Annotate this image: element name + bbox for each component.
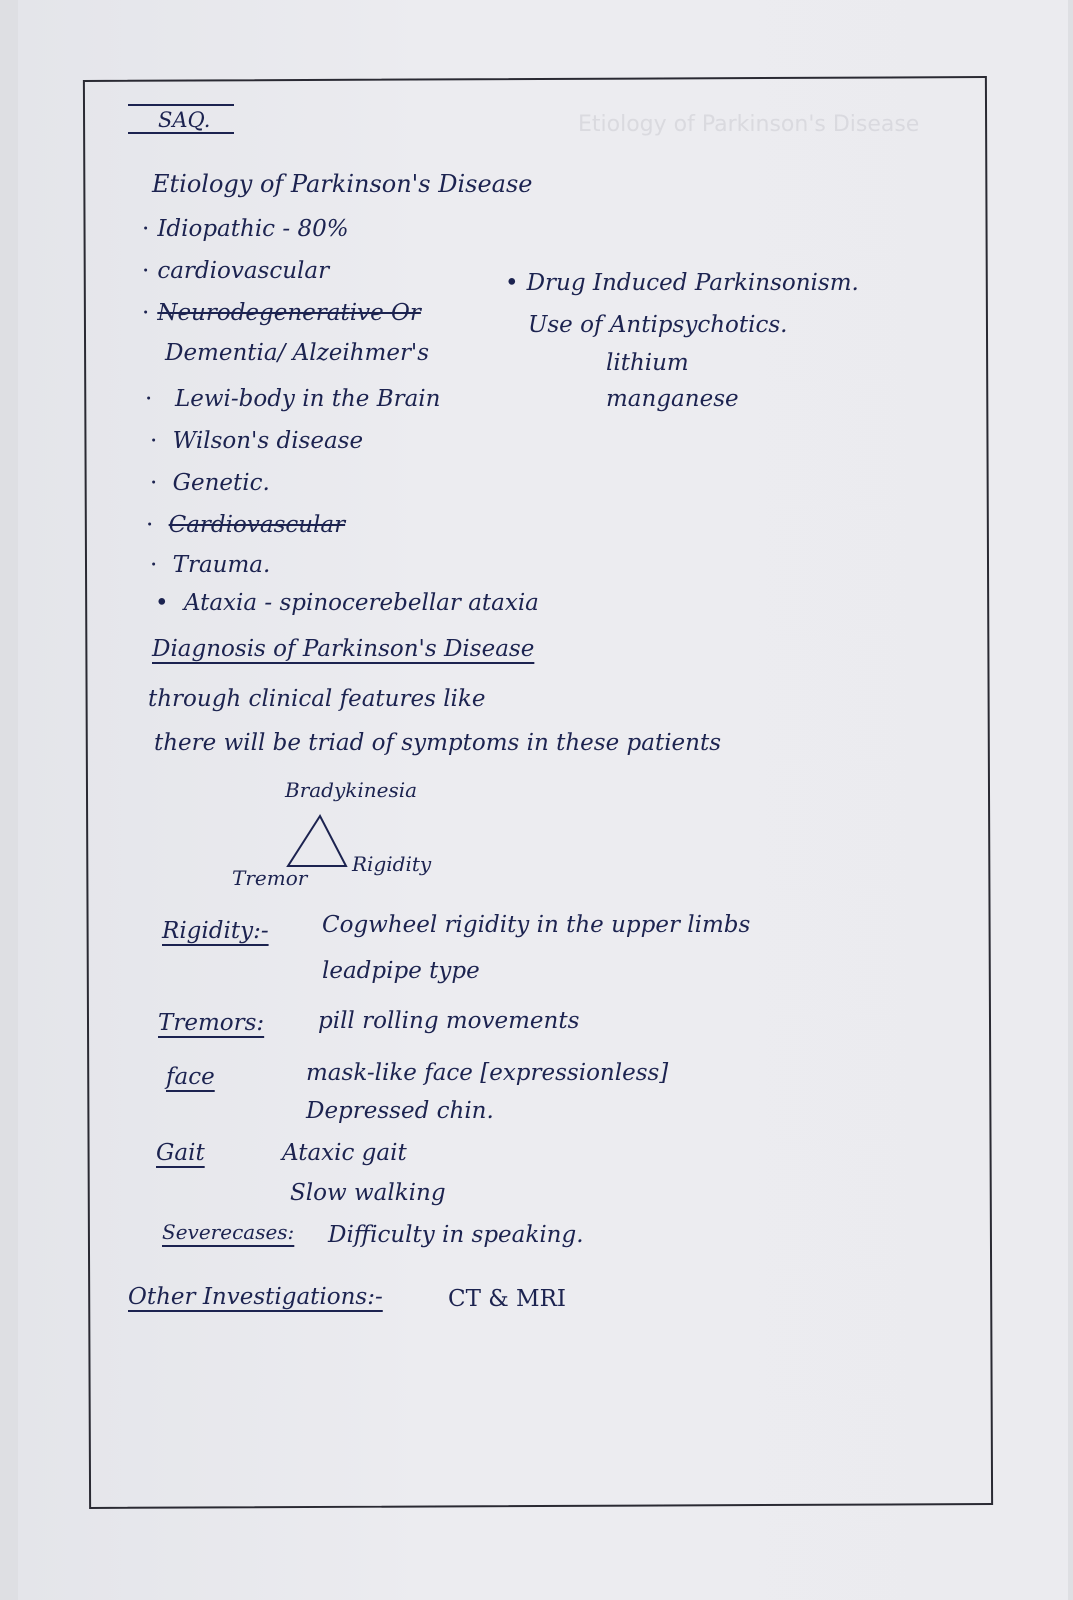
triad-rigidity: Rigidity [352, 852, 432, 876]
etiology-item: Dementia/ Alzeihmer's [165, 340, 430, 366]
face-text: Depressed chin. [306, 1098, 494, 1124]
diagnosis-line: through clinical features like [148, 686, 486, 712]
etiology-item: · Idiopathic - 80% [142, 216, 349, 242]
tremors-label: Tremors: [158, 1010, 265, 1036]
investigations-label: Other Investigations:- [128, 1284, 383, 1310]
diagnosis-title: Diagnosis of Parkinson's Disease [152, 636, 535, 662]
drug-induced-item: • Drug Induced Parkinsonism. [505, 270, 859, 296]
diagnosis-line: there will be triad of symptoms in these patients [154, 730, 722, 756]
saq-heading: SAQ. [128, 104, 234, 134]
gait-label: Gait [156, 1140, 205, 1166]
etiology-item: • Ataxia - spinocerebellar ataxia [155, 590, 539, 616]
triad-bradykinesia: Bradykinesia [285, 778, 418, 802]
etiology-item: · Lewi-body in the Brain [145, 386, 441, 412]
etiology-item: · Neurodegenerative Or [142, 300, 421, 326]
etiology-item: · cardiovascular [142, 258, 330, 284]
triad-tremor: Tremor [232, 866, 308, 890]
etiology-item: · Trauma. [150, 552, 271, 578]
gait-text: Ataxic gait [282, 1140, 407, 1166]
gait-text: Slow walking [290, 1180, 446, 1206]
etiology-title: Etiology of Parkinson's Disease [152, 170, 533, 198]
tremors-text: pill rolling movements [318, 1008, 580, 1034]
rigidity-label: Rigidity:- [162, 918, 269, 944]
drug-induced-subitem: lithium [606, 350, 689, 376]
severe-cases-text: Difficulty in speaking. [328, 1222, 584, 1248]
bleed-through-text: Etiology of Parkinson's Disease [578, 112, 920, 137]
drug-induced-subitem: Use of Antipsychotics. [528, 312, 788, 338]
etiology-item: · Wilson's disease [150, 428, 364, 454]
investigations-value: CT & MRI [448, 1286, 566, 1312]
face-label: face [166, 1064, 215, 1090]
severe-cases-label: Severecases: [162, 1220, 295, 1244]
face-text: mask-like face [expressionless] [306, 1060, 669, 1086]
rigidity-text: leadpipe type [322, 958, 480, 984]
drug-induced-subitem: manganese [606, 386, 739, 412]
etiology-item: · Genetic. [150, 470, 270, 496]
rigidity-text: Cogwheel rigidity in the upper limbs [322, 912, 751, 938]
etiology-item: · Cardiovascular [146, 512, 346, 538]
triad-triangle-icon [282, 812, 352, 872]
